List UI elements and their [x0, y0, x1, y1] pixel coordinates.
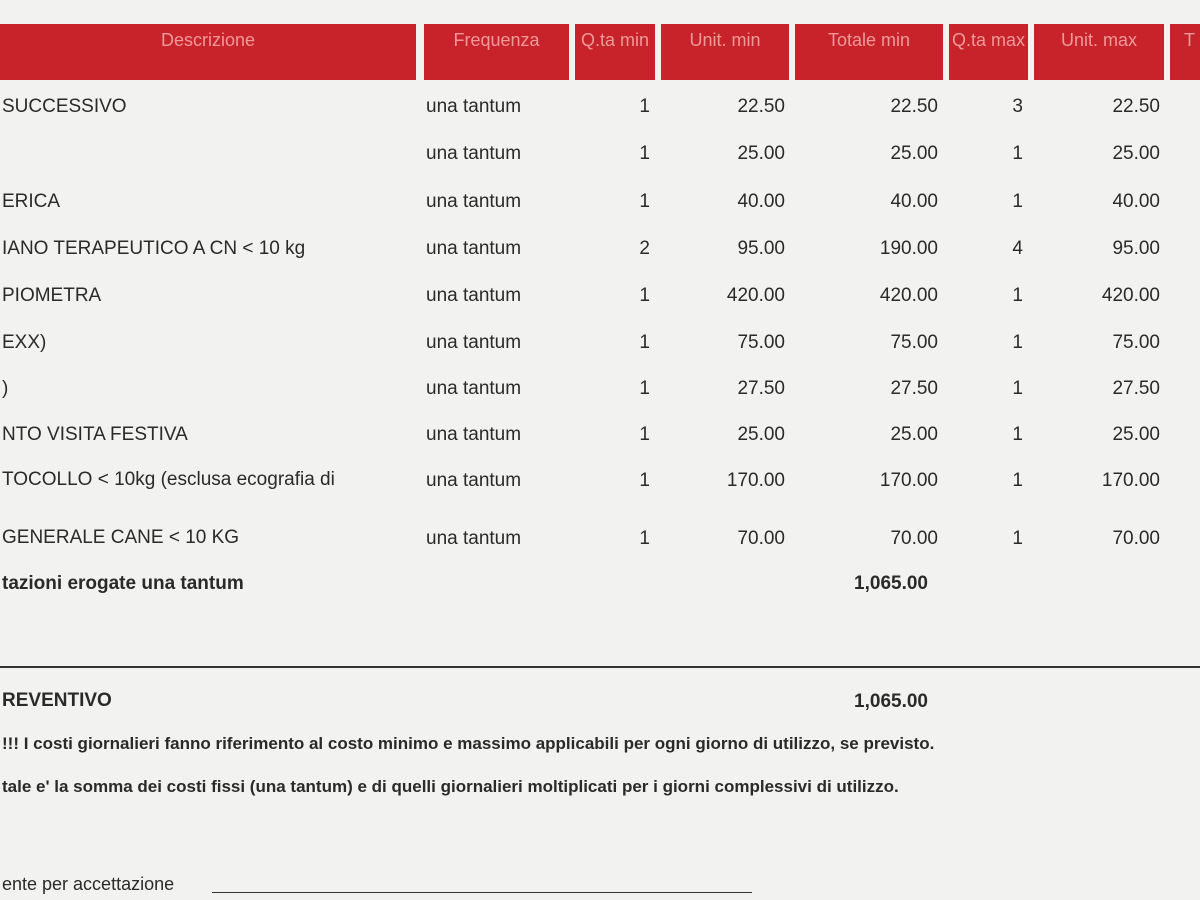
row-unit-max: 170.00: [1101, 470, 1160, 491]
row-total-min: 27.50: [890, 378, 938, 399]
row-unit-min: 40.00: [737, 191, 785, 212]
row-unit-min: 25.00: [737, 143, 785, 164]
row-unit-min: 70.00: [737, 528, 785, 549]
row-total-min: 420.00: [879, 285, 938, 306]
row-frequency: una tantum: [426, 378, 522, 399]
row-frequency: una tantum: [426, 143, 522, 164]
row-frequency: una tantum: [426, 528, 522, 549]
row-total-min: 75.00: [890, 332, 938, 353]
row-unit-max: 27.50: [1112, 378, 1160, 399]
row-qta-min: 1: [639, 332, 650, 353]
row-frequency: una tantum: [426, 191, 522, 212]
row-description: IANO TERAPEUTICO A CN < 10 kg: [2, 238, 306, 259]
row-description: TOCOLLO < 10kg (esclusa ecografia di: [2, 469, 335, 490]
row-qta-min: 2: [639, 238, 650, 259]
row-frequency: una tantum: [426, 332, 522, 353]
row-unit-max: 75.00: [1112, 332, 1160, 353]
total-label: REVENTIVO: [2, 690, 112, 711]
header-qta-max: Q.ta max: [949, 24, 1028, 80]
row-frequency: una tantum: [426, 238, 522, 259]
row-frequency: una tantum: [426, 470, 522, 491]
row-description: GENERALE CANE < 10 KG: [2, 527, 240, 548]
row-qta-min: 1: [639, 424, 650, 445]
row-unit-max: 25.00: [1112, 143, 1160, 164]
row-total-min: 190.00: [879, 238, 938, 259]
row-qta-max: 3: [1012, 96, 1023, 117]
row-unit-min: 75.00: [737, 332, 785, 353]
row-qta-max: 1: [1012, 470, 1023, 491]
row-qta-max: 1: [1012, 424, 1023, 445]
row-unit-max: 22.50: [1112, 96, 1160, 117]
row-qta-max: 1: [1012, 378, 1023, 399]
row-qta-min: 1: [639, 378, 650, 399]
row-qta-max: 1: [1012, 285, 1023, 306]
row-qta-max: 1: [1012, 143, 1023, 164]
row-qta-min: 1: [639, 285, 650, 306]
total-value: 1,065.00: [854, 691, 928, 712]
subtotal-label: tazioni erogate una tantum: [2, 573, 244, 594]
row-frequency: una tantum: [426, 424, 522, 445]
row-total-min: 170.00: [879, 470, 938, 491]
note-total-explanation: tale e' la somma dei costi fissi (una tantum) e di quelli giornalieri moltiplicati per i giorni complessivi di utilizzo.: [2, 777, 899, 796]
row-unit-max: 25.00: [1112, 424, 1160, 445]
row-qta-min: 1: [639, 143, 650, 164]
row-frequency: una tantum: [426, 285, 522, 306]
row-unit-min: 22.50: [737, 96, 785, 117]
row-total-min: 40.00: [890, 191, 938, 212]
row-qta-min: 1: [639, 191, 650, 212]
header-unit-max: Unit. max: [1034, 24, 1164, 80]
header-totale-min: Totale min: [795, 24, 943, 80]
signature-label: ente per accettazione: [2, 874, 175, 894]
subtotal-value: 1,065.00: [854, 573, 928, 594]
header-unit-min: Unit. min: [661, 24, 789, 80]
header-totale-max: T: [1170, 24, 1200, 80]
row-qta-max: 4: [1012, 238, 1023, 259]
row-frequency: una tantum: [426, 96, 522, 117]
note-daily-costs: !!! I costi giornalieri fanno riferimento al costo minimo e massimo applicabili per ogni giorno di utilizzo, se previsto.: [2, 734, 935, 753]
row-unit-min: 95.00: [737, 238, 785, 259]
row-description: PIOMETRA: [2, 285, 102, 306]
row-unit-min: 170.00: [726, 470, 785, 491]
row-qta-min: 1: [639, 470, 650, 491]
row-qta-min: 1: [639, 96, 650, 117]
row-qta-min: 1: [639, 528, 650, 549]
row-description: ERICA: [2, 191, 61, 212]
row-unit-min: 25.00: [737, 424, 785, 445]
header-descrizione: Descrizione: [0, 24, 416, 80]
row-qta-max: 1: [1012, 528, 1023, 549]
row-unit-max: 420.00: [1101, 285, 1160, 306]
row-unit-min: 420.00: [726, 285, 785, 306]
row-qta-max: 1: [1012, 332, 1023, 353]
row-unit-max: 40.00: [1112, 191, 1160, 212]
row-total-min: 22.50: [890, 96, 938, 117]
signature-line: [212, 892, 752, 893]
row-unit-min: 27.50: [737, 378, 785, 399]
row-description: NTO VISITA FESTIVA: [2, 424, 188, 445]
row-description: ): [2, 378, 9, 399]
row-total-min: 25.00: [890, 143, 938, 164]
row-total-min: 70.00: [890, 528, 938, 549]
row-unit-max: 70.00: [1112, 528, 1160, 549]
row-description: SUCCESSIVO: [2, 96, 127, 117]
section-divider: [0, 666, 1200, 668]
row-description: EXX): [2, 332, 47, 353]
header-frequenza: Frequenza: [424, 24, 569, 80]
row-qta-max: 1: [1012, 191, 1023, 212]
row-total-min: 25.00: [890, 424, 938, 445]
row-unit-max: 95.00: [1112, 238, 1160, 259]
header-qta-min: Q.ta min: [575, 24, 655, 80]
